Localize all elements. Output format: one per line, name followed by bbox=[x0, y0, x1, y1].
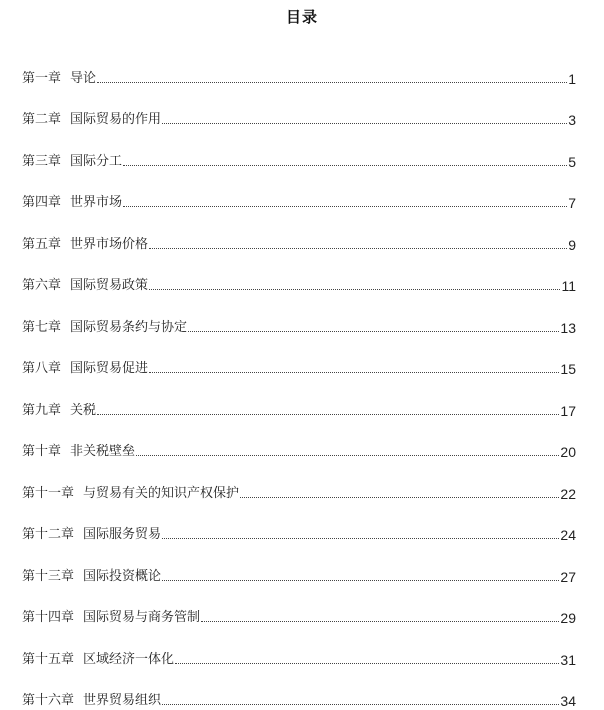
chapter-title: 关税 bbox=[70, 403, 96, 418]
page-number: 5 bbox=[568, 153, 576, 171]
toc-entry[interactable] bbox=[22, 337, 576, 379]
chapter-title: 国际贸易政策 bbox=[70, 278, 148, 293]
page-number: 11 bbox=[561, 277, 576, 295]
chapter-title: 世界市场价格 bbox=[70, 237, 148, 252]
dot-leader bbox=[123, 165, 567, 166]
page-number: 31 bbox=[560, 651, 576, 669]
dot-leader bbox=[149, 289, 560, 290]
chapter-number: 第三章 bbox=[22, 154, 61, 169]
chapter-number: 第一章 bbox=[22, 71, 61, 86]
chapter-number: 第四章 bbox=[22, 195, 61, 210]
toc-entry-label bbox=[22, 692, 161, 710]
page-number: 13 bbox=[560, 319, 576, 337]
chapter-number: 第八章 bbox=[22, 361, 61, 376]
dot-leader bbox=[188, 331, 559, 332]
toc-entry[interactable] bbox=[22, 254, 576, 296]
dot-leader bbox=[162, 538, 559, 539]
page-number: 24 bbox=[560, 526, 576, 544]
dot-leader bbox=[162, 580, 559, 581]
toc-entry-label bbox=[22, 609, 200, 627]
page-number: 15 bbox=[560, 360, 576, 378]
page-number: 1 bbox=[568, 70, 576, 88]
chapter-number: 第十四章 bbox=[22, 610, 74, 625]
chapter-number: 第十一章 bbox=[22, 486, 74, 501]
toc-entry-label bbox=[22, 360, 148, 378]
toc-entry-label bbox=[22, 568, 161, 586]
page-number: 3 bbox=[568, 111, 576, 129]
toc-entry[interactable] bbox=[22, 212, 576, 254]
chapter-number: 第十章 bbox=[22, 444, 61, 459]
dot-leader bbox=[175, 663, 559, 664]
page-number: 27 bbox=[560, 568, 576, 586]
table-of-contents bbox=[22, 46, 576, 710]
chapter-title: 与贸易有关的知识产权保护 bbox=[83, 486, 239, 501]
chapter-title: 国际分工 bbox=[70, 154, 122, 169]
dot-leader bbox=[201, 621, 559, 622]
toc-entry-label bbox=[22, 236, 148, 254]
toc-entry[interactable] bbox=[22, 586, 576, 628]
dot-leader bbox=[136, 455, 559, 456]
page-number: 34 bbox=[560, 692, 576, 710]
page-number: 20 bbox=[560, 443, 576, 461]
chapter-number: 第十二章 bbox=[22, 527, 74, 542]
dot-leader bbox=[162, 123, 567, 124]
dot-leader bbox=[149, 248, 567, 249]
chapter-number: 第九章 bbox=[22, 403, 61, 418]
dot-leader bbox=[97, 414, 559, 415]
toc-entry[interactable] bbox=[22, 46, 576, 88]
toc-entry[interactable] bbox=[22, 503, 576, 545]
toc-entry-label bbox=[22, 194, 122, 212]
toc-entry[interactable] bbox=[22, 461, 576, 503]
toc-heading: 目录 bbox=[0, 6, 604, 27]
toc-entry[interactable] bbox=[22, 544, 576, 586]
dot-leader bbox=[149, 372, 559, 373]
toc-entry-label bbox=[22, 651, 174, 669]
toc-entry[interactable] bbox=[22, 88, 576, 130]
chapter-number: 第七章 bbox=[22, 320, 61, 335]
toc-entry-label bbox=[22, 111, 161, 129]
chapter-title: 国际服务贸易 bbox=[83, 527, 161, 542]
toc-entry-label bbox=[22, 70, 96, 88]
toc-entry[interactable] bbox=[22, 171, 576, 213]
chapter-title: 导论 bbox=[70, 71, 96, 86]
chapter-title: 区域经济一体化 bbox=[83, 652, 174, 667]
chapter-title: 世界贸易组织 bbox=[83, 693, 161, 708]
toc-entry[interactable] bbox=[22, 129, 576, 171]
page-number: 7 bbox=[568, 194, 576, 212]
dot-leader bbox=[240, 497, 559, 498]
dot-leader bbox=[123, 206, 567, 207]
dot-leader bbox=[162, 704, 559, 705]
chapter-title: 国际贸易与商务管制 bbox=[83, 610, 200, 625]
chapter-number: 第二章 bbox=[22, 112, 61, 127]
chapter-title: 国际贸易促进 bbox=[70, 361, 148, 376]
toc-entry[interactable] bbox=[22, 295, 576, 337]
toc-entry-label bbox=[22, 526, 161, 544]
dot-leader bbox=[97, 82, 567, 83]
chapter-number: 第十五章 bbox=[22, 652, 74, 667]
toc-entry-label bbox=[22, 319, 187, 337]
toc-entry[interactable] bbox=[22, 669, 576, 710]
toc-entry[interactable] bbox=[22, 378, 576, 420]
toc-entry[interactable] bbox=[22, 627, 576, 669]
toc-entry[interactable] bbox=[22, 420, 576, 462]
page-number: 9 bbox=[568, 236, 576, 254]
toc-entry-label bbox=[22, 485, 239, 503]
toc-entry-label bbox=[22, 277, 148, 295]
chapter-title: 国际投资概论 bbox=[83, 569, 161, 584]
chapter-number: 第十三章 bbox=[22, 569, 74, 584]
page-number: 29 bbox=[560, 609, 576, 627]
chapter-number: 第十六章 bbox=[22, 693, 74, 708]
chapter-title: 非关税壁垒 bbox=[70, 444, 135, 459]
toc-entry-label bbox=[22, 153, 122, 171]
page-number: 17 bbox=[560, 402, 576, 420]
toc-entry-label bbox=[22, 402, 96, 420]
chapter-title: 国际贸易条约与协定 bbox=[70, 320, 187, 335]
chapter-title: 国际贸易的作用 bbox=[70, 112, 161, 127]
chapter-title: 世界市场 bbox=[70, 195, 122, 210]
toc-entry-label bbox=[22, 443, 135, 461]
chapter-number: 第六章 bbox=[22, 278, 61, 293]
page-number: 22 bbox=[560, 485, 576, 503]
chapter-number: 第五章 bbox=[22, 237, 61, 252]
